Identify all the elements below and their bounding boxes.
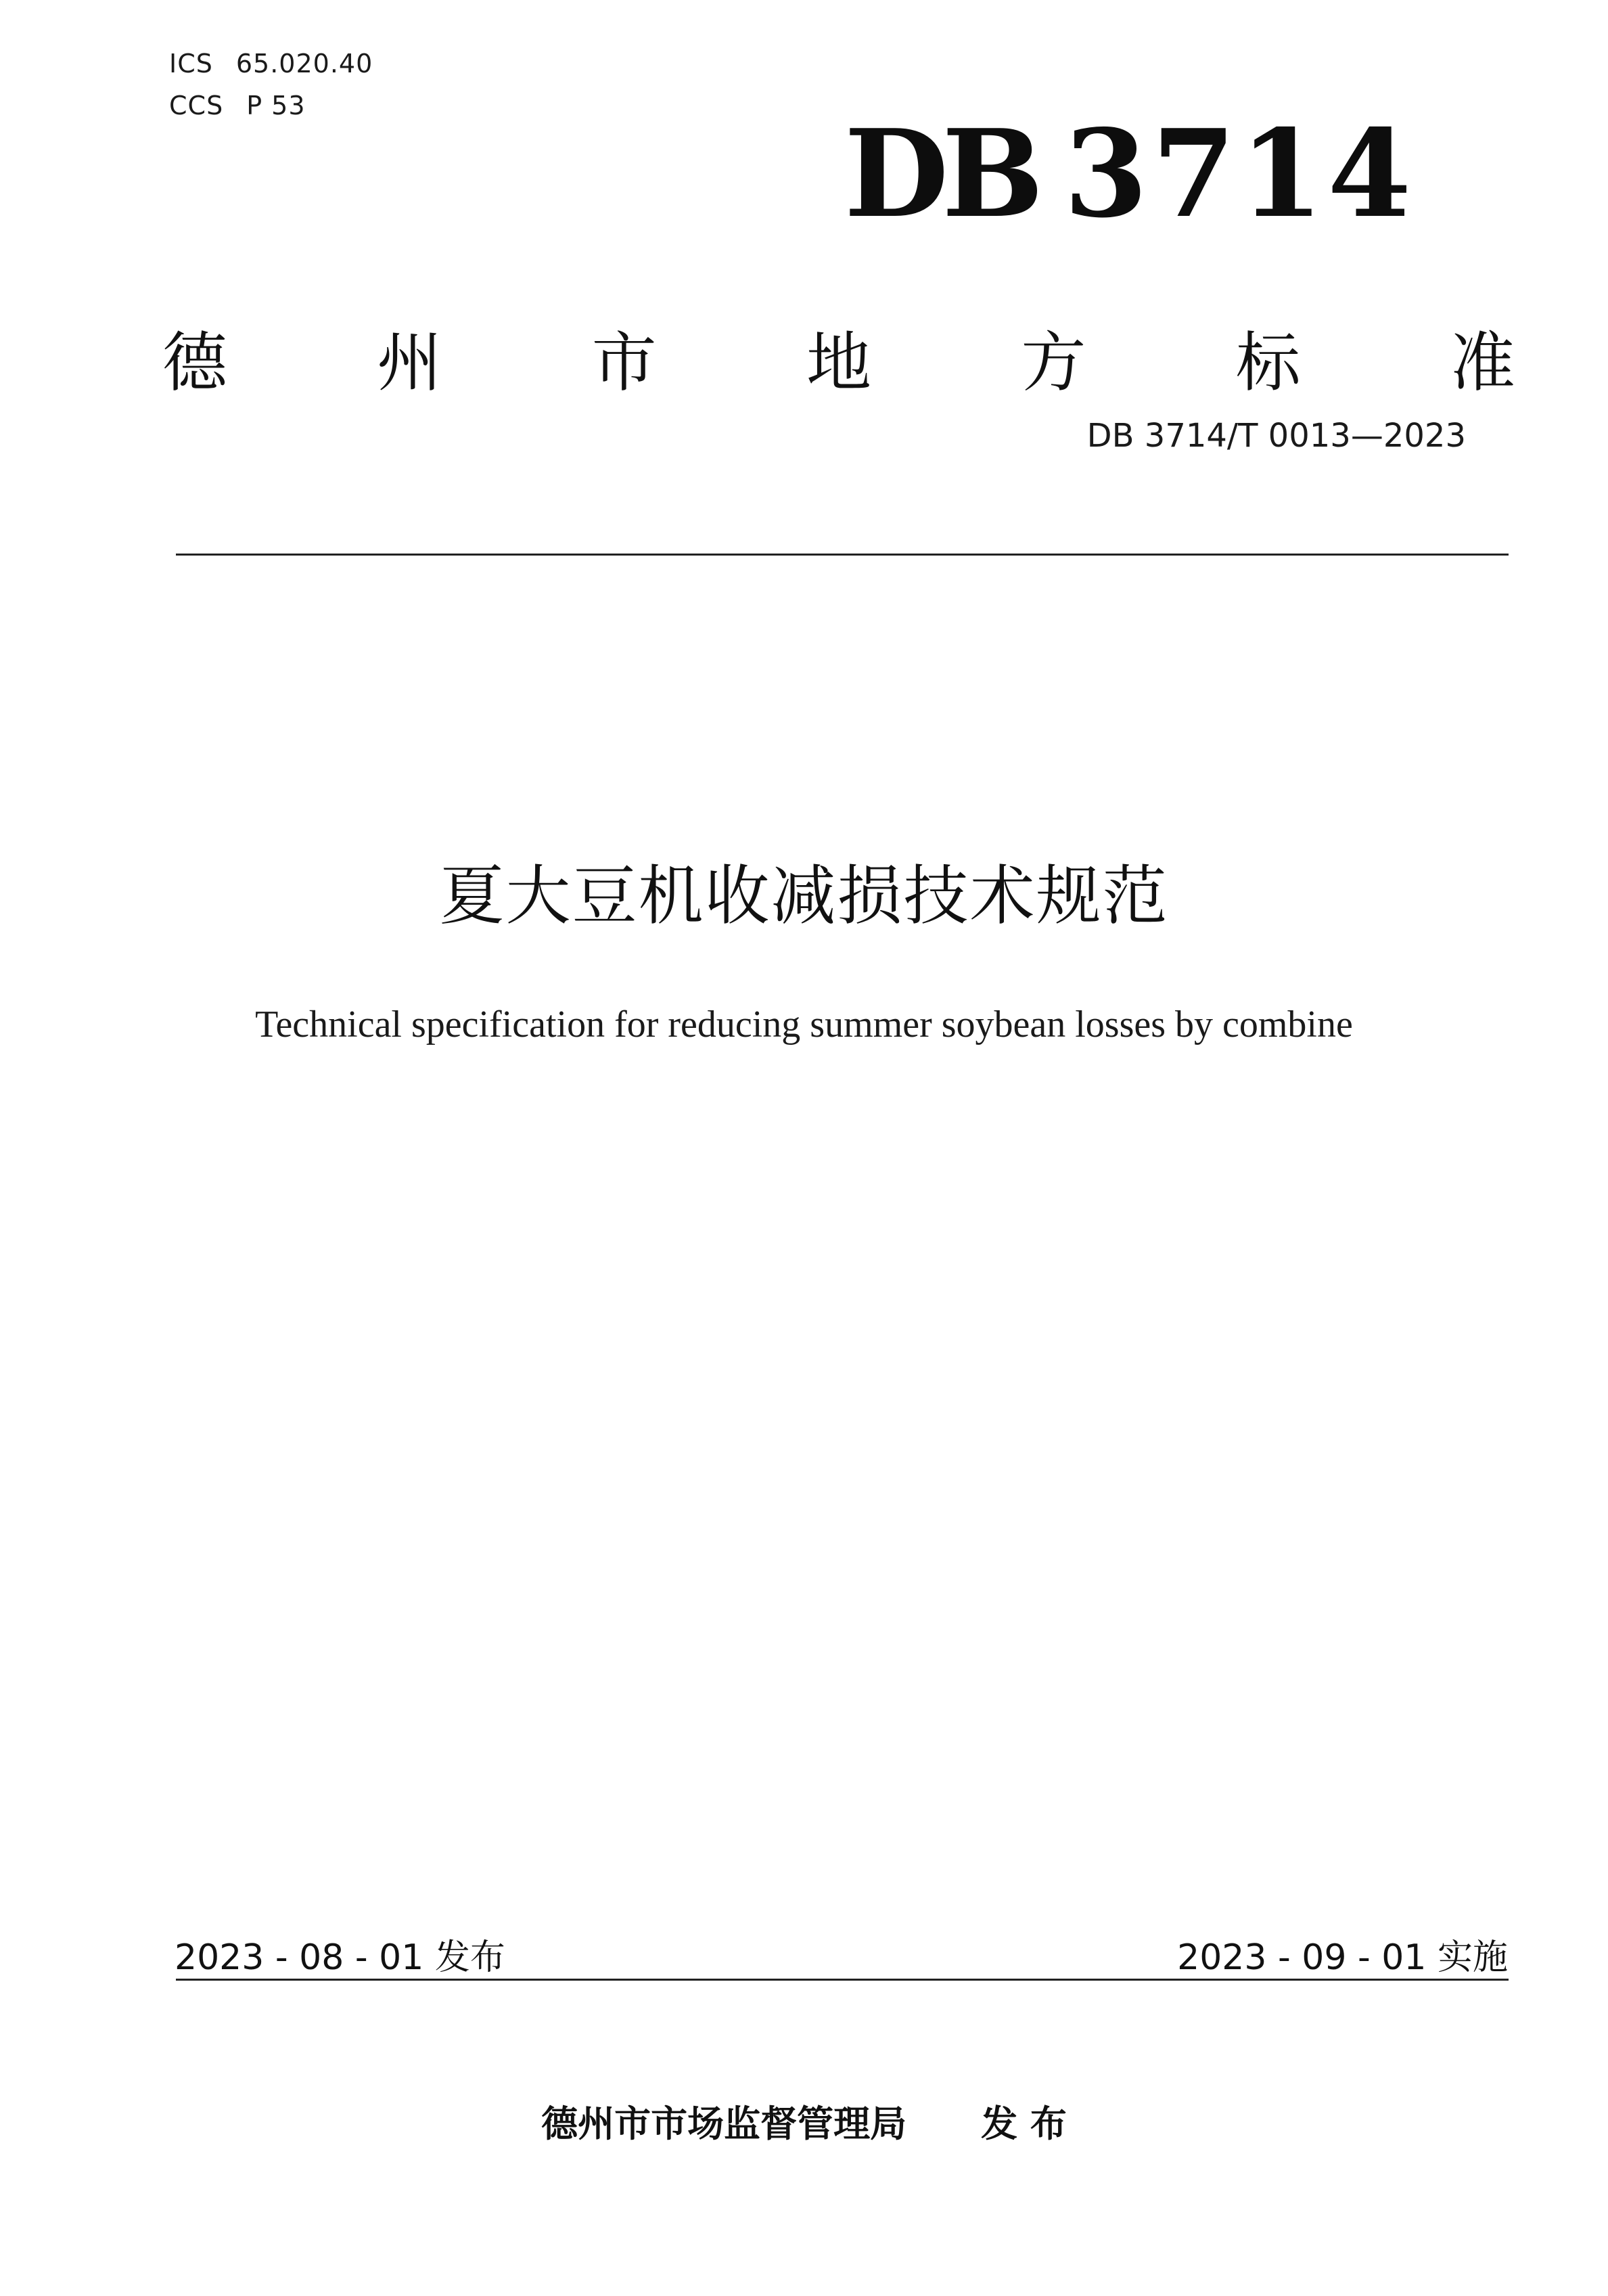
ccs-code: P 53 [246, 91, 306, 120]
db-mark-prefix: DB [844, 103, 1037, 244]
ics-code: 65.020.40 [235, 49, 373, 78]
issuing-authority [0, 2095, 1608, 2147]
issuer-name: 德州市市场监督管理局 [541, 2102, 907, 2145]
standard-type-heading [162, 325, 1515, 401]
standard-type-char: 准 [1450, 325, 1515, 401]
ccs-label: CCS [169, 91, 224, 120]
standard-type-char: 德 [162, 325, 227, 401]
document-title-english: Technical specification for reducing summer soybean losses by combine [255, 1004, 1353, 1045]
standard-type-char: 标 [1235, 325, 1301, 401]
standard-type-char: 地 [806, 325, 871, 401]
issue-date: 2023 - 08 - 01 发布 [175, 1937, 505, 1978]
issuer-action: 发 布 [981, 2102, 1067, 2145]
ics-label: ICS [169, 49, 213, 78]
implementation-date: 2023 - 09 - 01 实施 [1177, 1937, 1508, 1978]
standard-type-char: 州 [377, 325, 442, 401]
ics-line [169, 49, 373, 78]
standard-type-char: 方 [1021, 325, 1086, 401]
standard-type-char: 市 [591, 325, 657, 401]
header-divider [176, 554, 1509, 556]
db-mark-code: 3714 [1063, 103, 1416, 244]
db-standard-mark [844, 103, 1416, 244]
ccs-line [169, 91, 306, 120]
footer-divider [176, 1979, 1509, 1981]
document-title-chinese: 夏大豆机收减损技术规范 [439, 858, 1169, 934]
standard-number: DB 3714/T 0013—2023 [1086, 417, 1466, 455]
